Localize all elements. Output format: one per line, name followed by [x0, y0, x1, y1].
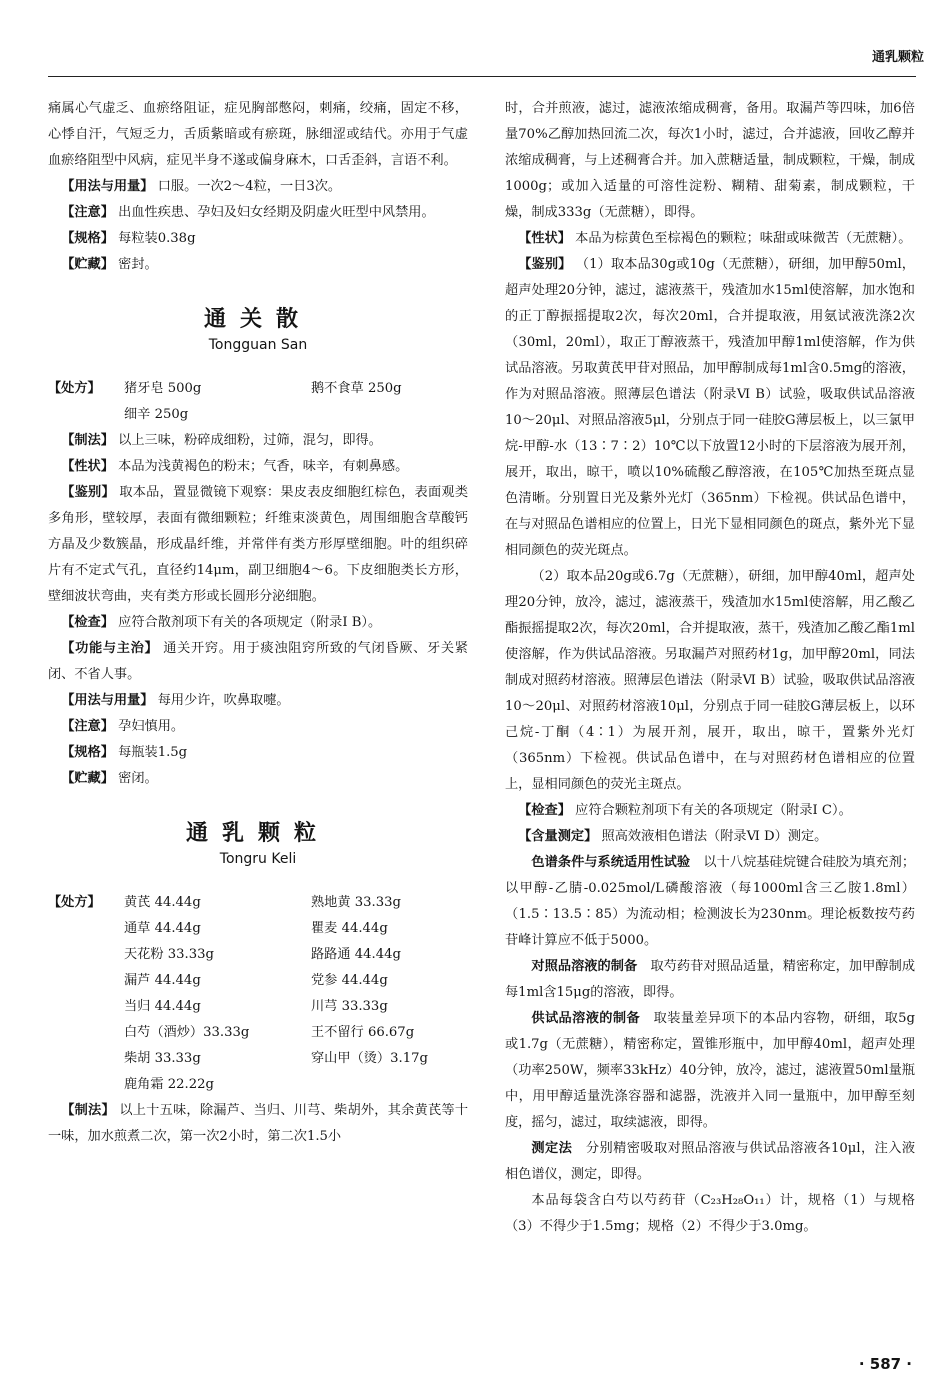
section-text: 口服。一次2～4粒，一日3次。	[157, 179, 342, 194]
monograph-pinyin: Tongru Keli	[219, 851, 297, 867]
function-section	[48, 636, 468, 688]
caution-section	[48, 200, 468, 226]
ingredient: 当归 44.44g	[124, 999, 201, 1014]
identification-section	[505, 252, 915, 564]
ingredient: 白芍（酒炒）33.33g	[124, 1025, 250, 1040]
section-text: 本品为棕黄色至棕褐色的颗粒；味甜或味微苦（无蔗糖）。	[575, 231, 912, 246]
chromatographic-conditions	[505, 850, 915, 954]
ingredient: 川芎 33.33g	[311, 999, 388, 1014]
storage-section	[48, 252, 468, 278]
ingredient: 路路通 44.44g	[311, 947, 401, 962]
formula-table	[48, 890, 468, 1098]
right-column	[505, 96, 915, 1240]
description-section	[48, 454, 468, 480]
section-text: 取芍药苷对照品适量，精密称定，加甲醇制成每1ml含15μg的溶液，即得。	[505, 959, 916, 1000]
ingredient: 熟地黄 33.33g	[311, 895, 401, 910]
usage-section	[48, 174, 468, 200]
section-text: 以十八烷基硅烷键合硅胶为填充剂；以甲醇-乙腈-0.025mol/L磷酸溶液（每1000ml含三乙胺1.8ml）（1.5∶13.5∶85）为流动相；检测波长为230nm。理论板数按芍药苷峰计算应不低于5000。	[505, 855, 916, 948]
subsection-label: 对照品溶液的制备	[531, 959, 638, 974]
section-label: 【规格】	[61, 745, 114, 760]
running-title: 通乳颗粒	[871, 50, 924, 65]
section-text: 孕妇慎用。	[118, 719, 185, 734]
ingredient: 瞿麦 44.44g	[311, 921, 388, 936]
page-number: · 587 ·	[858, 1355, 912, 1373]
spec-section	[48, 226, 468, 252]
section-label: 【含量测定】	[518, 829, 598, 844]
section-text: 以上十五味，除漏芦、当归、川芎、柴胡外，其余黄芪等十一味，加水煎煮二次，第一次2小时，第二次1.5小	[48, 1103, 469, 1144]
monograph-title: 通乳颗粒	[185, 820, 330, 846]
monograph-title: 通关散	[203, 306, 312, 332]
ingredient: 穿山甲（烫）3.17g	[311, 1051, 428, 1066]
section-text: 每用少许，吹鼻取嚏。	[157, 693, 290, 708]
ingredient: 柴胡 33.33g	[124, 1051, 201, 1066]
assay-section	[505, 824, 915, 850]
formula-table	[48, 376, 468, 428]
subsection-label: 色谱条件与系统适用性试验	[531, 855, 691, 870]
description-section	[505, 226, 915, 252]
section-label: 【性状】	[61, 459, 114, 474]
caution-section	[48, 714, 468, 740]
inspection-section	[505, 798, 915, 824]
section-text: 每粒装0.38g	[118, 231, 196, 246]
section-label: 【检查】	[61, 615, 114, 630]
section-label: 【注意】	[61, 719, 114, 734]
ingredient: 党参 44.44g	[311, 973, 388, 988]
section-text: 取装量差异项下的本品内容物，研细，取5g或1.7g（无蔗糖），精密称定，置锥形瓶中，加甲醇40ml，超声处理（功率250W，频率33kHz）40分钟，放冷，滤过，滤液置50ml量瓶中，用甲醇适量洗涤容器和滤器，洗液并入同一量瓶中，加甲醇至刻度，摇匀，滤过，取续滤液，即得。	[505, 1011, 915, 1130]
ingredient: 细辛 250g	[124, 407, 189, 422]
identification-2: （2）取本品20g或6.7g（无蔗糖），研细，加甲醇40ml，超声处理20分钟，放冷，滤过，滤液蒸干，残渣加水15ml使溶解，用乙酸乙酯振摇提取2次，每次20ml，合并提取液，蒸干，残渣加乙酸乙酯1ml使溶解，作为供试品溶液。另取漏芦对照药材1g，加甲醇20ml，同法制成对照药材溶液。照薄层色谱法（附录Ⅵ B）试验，吸取供试品溶液10～20μl、对照药材溶液10μl，分别点于同一硅胶G薄层板上，以环己烷-丁酮（4∶1）为展开剂，展开，取出，晾干，置紫外光灯（365nm）下检视。供试品色谱中，在与对照药材色谱相应的位置上，显相同颜色的荧光主斑点。	[505, 569, 915, 792]
section-label: 【贮藏】	[61, 257, 114, 272]
section-label: 【注意】	[61, 205, 114, 220]
subsection-label: 供试品溶液的制备	[531, 1011, 641, 1026]
section-label: 【制法】	[61, 433, 114, 448]
ingredient: 天花粉 33.33g	[124, 947, 214, 962]
subsection-label: 测定法	[531, 1141, 573, 1156]
previous-entry-text: 痛属心气虚乏、血瘀络阻证，症见胸部憋闷，刺痛，绞痛，固定不移，心悸自汗，气短乏力，舌质紫暗或有瘀斑，脉细涩或结代。亦用于气虚血瘀络阻型中风病，症见半身不遂或偏身麻木，口舌歪斜，言语不利。	[48, 101, 468, 168]
inspection-section	[48, 610, 468, 636]
section-text: 以上三味，粉碎成细粉，过筛，混匀，即得。	[118, 433, 382, 448]
preparation-section	[48, 428, 468, 454]
section-text: （1）取本品30g或10g（无蔗糖），研细，加甲醇50ml，超声处理20分钟，滤过，滤液蒸干，残渣加水15ml使溶解，加水饱和的正丁醇振摇提取2次，每次20ml，合并提取液，用氨试液洗涤2次（30ml，20ml），取正丁醇液蒸干，残渣加甲醇1ml使溶解，作为供试品溶液。另取黄芪甲苷对照品，加甲醇制成每1ml含0.5mg的溶液，作为对照品溶液。照薄层色谱法（附录Ⅵ B）试验，吸取供试品溶液10～20μl、对照品溶液5μl，分别点于同一硅胶G薄层板上，以三氯甲烷-甲醇-水（13∶7∶2）10℃以下放置12小时的下层溶液为展开剂，展开，取出，晾干，喷以10%硫酸乙醇溶液，在105℃加热至斑点显色清晰。分别置日光及紫外光灯（365nm）下检视。供试品色谱中，在与对照品色谱相应的位置上，日光下显相同颜色的斑点，紫外光下显相同颜色的荧光斑点。	[505, 257, 915, 558]
reference-solution	[505, 954, 915, 1006]
section-label: 【制法】	[61, 1103, 115, 1118]
section-label: 【贮藏】	[61, 771, 114, 786]
procedure	[505, 1136, 915, 1188]
section-text: 密封。	[118, 257, 158, 272]
ingredient: 黄芪 44.44g	[124, 895, 201, 910]
section-label: 【鉴别】	[61, 485, 115, 500]
ingredient: 王不留行 66.67g	[311, 1025, 415, 1040]
storage-section	[48, 766, 468, 792]
section-text: 每瓶装1.5g	[118, 745, 188, 760]
preparation-continued: 时，合并煎液，滤过，滤液浓缩成稠膏，备用。取漏芦等四味，加6倍量70%乙醇加热回流二次，每次1小时，滤过，合并滤液，回收乙醇并浓缩成稠膏，与上述稠膏合并。加入蔗糖适量，制成颗粒，干燥，制成1000g；或加入适量的可溶性淀粉、糊精、甜菊素，制成颗粒，干燥，制成333g（无蔗糖），即得。	[505, 101, 915, 220]
ingredient: 鹅不食草 250g	[311, 381, 402, 396]
ingredient: 通草 44.44g	[124, 921, 201, 936]
identification-section	[48, 480, 468, 610]
test-solution	[505, 1006, 915, 1136]
section-text: 应符合散剂项下有关的各项规定（附录Ⅰ B）。	[118, 615, 382, 630]
ingredient: 鹿角霜 22.22g	[124, 1077, 214, 1092]
section-text: 照高效液相色谱法（附录Ⅵ D）测定。	[601, 829, 828, 844]
content-limit: 本品每袋含白芍以芍药苷（C₂₃H₂₈O₁₁）计，规格（1）与规格（3）不得少于1.5mg；规格（2）不得少于3.0mg。	[505, 1193, 915, 1234]
section-label: 【鉴别】	[518, 257, 572, 272]
section-label: 【检查】	[518, 803, 571, 818]
section-label: 【规格】	[61, 231, 114, 246]
section-text: 出血性疾患、孕妇及妇女经期及阴虚火旺型中风禁用。	[118, 205, 435, 220]
monograph-pinyin: Tongguan San	[208, 337, 308, 353]
section-label: 【用法与用量】	[61, 693, 154, 708]
preparation-section	[48, 1098, 468, 1150]
section-text: 分别精密吸取对照品溶液与供试品溶液各10μl，注入液相色谱仪，测定，即得。	[505, 1141, 916, 1182]
section-label: 【性状】	[518, 231, 571, 246]
section-label: 【处方】	[48, 895, 101, 910]
ingredient: 猪牙皂 500g	[124, 381, 202, 396]
section-text: 应符合颗粒剂项下有关的各项规定（附录Ⅰ C）。	[575, 803, 852, 818]
spec-section	[48, 740, 468, 766]
section-label: 【功能与主治】	[61, 641, 159, 656]
header-rule	[48, 76, 916, 77]
section-text: 取本品，置显微镜下观察：果皮表皮细胞红棕色，表面观类多角形，壁较厚，表面有微细颗粒；纤维束淡黄色，周围细胞含草酸钙方晶及少数簇晶，形成晶纤维，并常伴有类方形厚壁细胞。叶的组织碎片有不定式气孔，直径约14μm，副卫细胞4～6。下皮细胞类长方形，壁细波状弯曲，夹有类方形或长圆形分泌细胞。	[48, 485, 469, 604]
section-label: 【处方】	[48, 381, 101, 396]
section-text: 通关开窍。用于痰浊阻窍所致的气闭昏厥、牙关紧闭、不省人事。	[48, 641, 468, 682]
left-column	[48, 96, 468, 1150]
section-text: 本品为浅黄褐色的粉末；气香，味辛，有刺鼻感。	[118, 459, 409, 474]
usage-section	[48, 688, 468, 714]
ingredient: 漏芦 44.44g	[124, 973, 201, 988]
section-text: 密闭。	[118, 771, 158, 786]
section-label: 【用法与用量】	[61, 179, 154, 194]
